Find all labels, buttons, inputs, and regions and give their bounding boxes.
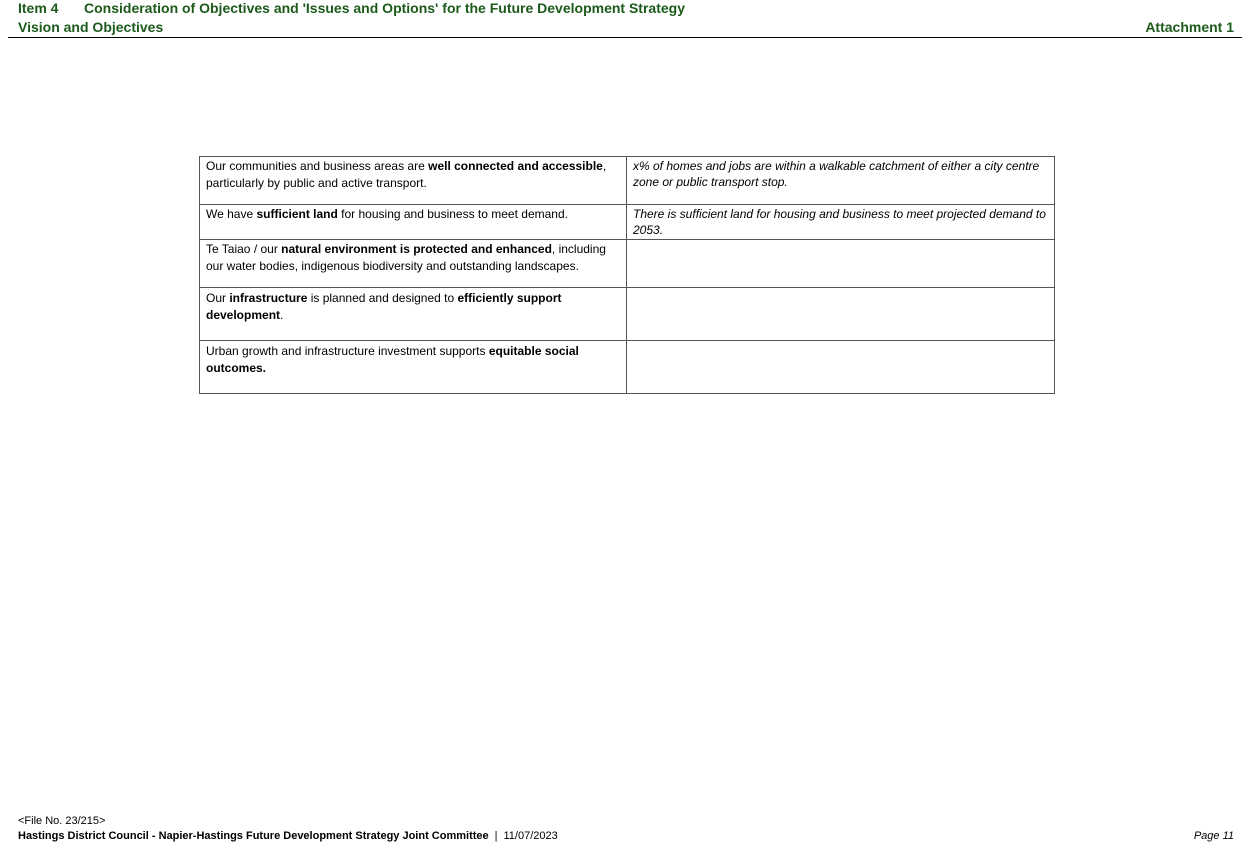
file-number: <File No. 23/215>	[18, 815, 106, 827]
measure-cell: x% of homes and jobs are within a walkable catchment of either a city centre zone or public transport stop.	[627, 157, 1055, 205]
objective-text: Our communities and business areas are	[206, 159, 429, 173]
objective-emphasis: efficiently support development	[206, 291, 562, 322]
objective-cell	[200, 341, 627, 394]
item-title: Consideration of Objectives and 'Issues and Options' for the Future Development Strategy	[84, 0, 685, 16]
objective-text: .	[280, 308, 284, 322]
page-number: Page 11	[1193, 830, 1234, 842]
objective-emphasis: natural environment is protected and enhanced	[281, 242, 552, 256]
table-row	[200, 240, 1055, 288]
objective-emphasis: well connected and accessible	[428, 159, 603, 173]
item-number: Item 4	[18, 0, 59, 16]
objective-text: , particularly by public and active transport.	[206, 159, 607, 190]
objective-emphasis: infrastructure	[229, 291, 308, 305]
footer-committee-line	[18, 830, 558, 842]
objective-cell	[200, 240, 627, 288]
table-row	[200, 341, 1055, 394]
objective-cell	[200, 205, 627, 240]
measure-cell: There is sufficient land for housing and business to meet projected demand to 2053.	[627, 205, 1055, 240]
objective-text: Te Taiao / our	[206, 242, 282, 256]
objective-text: Urban growth and infrastructure investment supports	[206, 344, 489, 358]
objective-emphasis: sufficient land	[256, 207, 338, 221]
table-row	[200, 205, 1055, 240]
objective-text: for housing and business to meet demand.	[337, 207, 568, 221]
measure-cell	[627, 288, 1055, 341]
page-header	[8, 0, 1242, 38]
section-title: Vision and Objectives	[18, 19, 164, 35]
attachment-label: Attachment 1	[1145, 19, 1234, 35]
objective-text: We have	[206, 207, 257, 221]
objective-text: is planned and designed to	[307, 291, 458, 305]
footer-separator: |	[494, 830, 498, 842]
committee-name: Hastings District Council - Napier-Hastings Future Development Strategy Joint Committee	[18, 830, 489, 842]
table-row	[200, 288, 1055, 341]
objective-cell	[200, 157, 627, 205]
measure-cell	[627, 341, 1055, 394]
objective-text: Our	[206, 291, 230, 305]
objective-cell	[200, 288, 627, 341]
meeting-date: 11/07/2023	[503, 830, 558, 842]
objective-emphasis: equitable social outcomes.	[206, 344, 579, 375]
table-row	[200, 157, 1055, 205]
objective-text: , including our water bodies, indigenous biodiversity and outstanding landscapes.	[206, 242, 606, 273]
objectives-table	[199, 156, 1055, 394]
measure-cell	[627, 240, 1055, 288]
